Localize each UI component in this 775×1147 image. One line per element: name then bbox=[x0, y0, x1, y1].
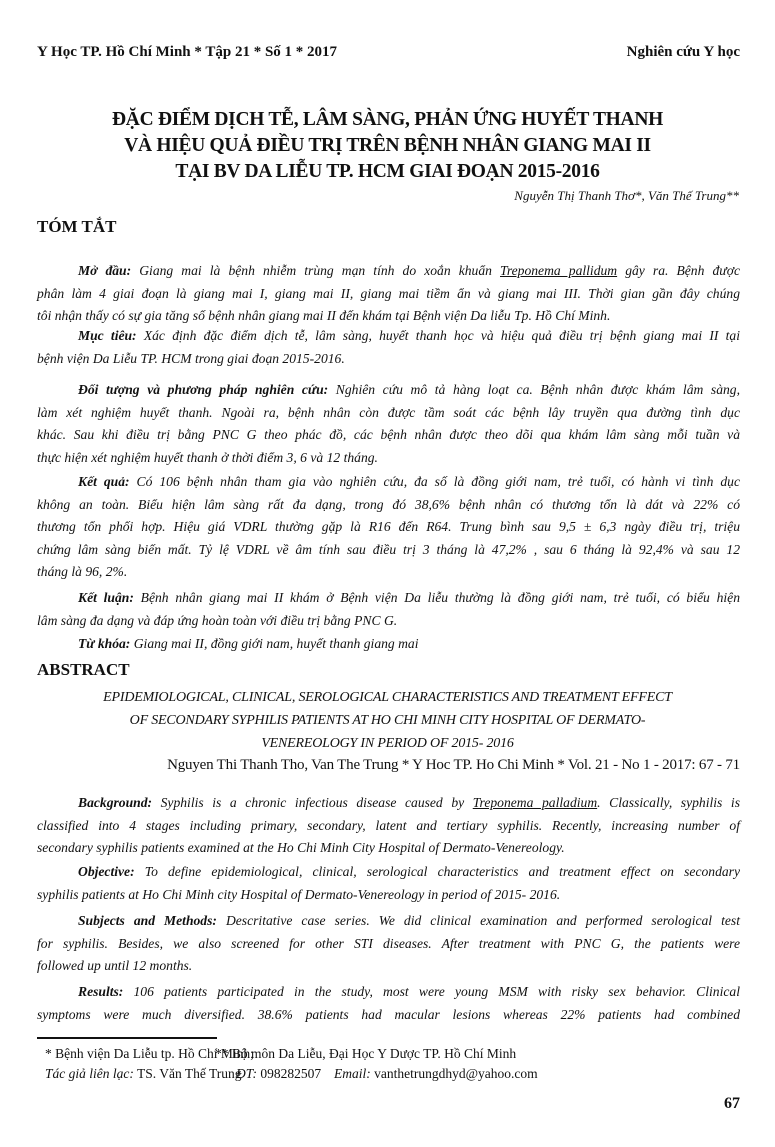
line-text: Có 106 bệnh nhân tham gia vào nghiên cứu, đa số là đồng giới nam, trẻ tuổi, có hành vi tình dục bbox=[129, 474, 740, 489]
line-text: lâm sàng đa dạng và đáp ứng hoàn toàn với điều trị bằng PNC G. bbox=[37, 612, 398, 628]
article-title bbox=[0, 107, 775, 185]
paragraph-label: Mở đầu: bbox=[78, 263, 132, 278]
line-text: Syphilis is a chronic infectious disease caused by bbox=[152, 795, 473, 810]
line-text: Giang mai là bệnh nhiễm trùng mạn tính do xoắn khuẩn bbox=[131, 263, 501, 278]
text-line bbox=[37, 447, 740, 470]
species-name: Treponema pallidum bbox=[500, 263, 618, 278]
line-text: classified into 4 stages including primary, secondary, latent and tertiary syphilis. Recently, increasing number of bbox=[37, 817, 740, 833]
text-line bbox=[37, 981, 740, 1004]
line-text: khác. Sau khi điều trị bằng PNC G theo phác đồ, các bệnh nhân được theo dõi qua khám lâm sàng mỗi tuần và bbox=[37, 427, 740, 442]
footnote-affiliation-2: ** Bộ môn Da Liễu, Đại Học Y Dược TP. Hồ Chí Minh bbox=[215, 1046, 517, 1061]
paragraph bbox=[37, 379, 740, 469]
english-title-line: VENEREOLOGY IN PERIOD OF 2015- 2016 bbox=[261, 736, 514, 751]
tomtat-heading: TÓM TẮT bbox=[37, 217, 117, 236]
text-line bbox=[37, 884, 740, 907]
line-text: không an toàn. Biểu hiện lâm sàng rất đa dạng, trong đó 38,6% bệnh nhân có thương tổn là dát và 22% có bbox=[37, 496, 740, 512]
line-text: . Classically, syphilis is bbox=[597, 795, 741, 810]
paragraph bbox=[37, 587, 740, 632]
footnote-contact bbox=[45, 1066, 242, 1082]
english-title-line: EPIDEMIOLOGICAL, CLINICAL, SEROLOGICAL CHARACTERISTICS AND TREATMENT EFFECT bbox=[103, 690, 672, 705]
line-text: Nghiên cứu mô tả hàng loạt ca. Bệnh nhân được khám lâm sàng, bbox=[328, 382, 741, 397]
footnote-phone bbox=[236, 1066, 321, 1082]
line-text: followed up until 12 months. bbox=[37, 958, 193, 973]
text-line bbox=[37, 424, 740, 447]
paragraph bbox=[37, 981, 740, 1026]
line-text: for syphilis. Besides, we also screened for other STI diseases. After treatment with PNC G, the patients were bbox=[37, 935, 740, 951]
line-text: gây ra. Bệnh được bbox=[617, 263, 740, 278]
paragraph bbox=[37, 471, 740, 584]
paragraph-label: Background: bbox=[78, 795, 153, 810]
text-line bbox=[37, 933, 740, 956]
section-header: Nghiên cứu Y học bbox=[626, 44, 740, 60]
text-line bbox=[37, 792, 740, 815]
text-line bbox=[37, 837, 740, 860]
footnote-email bbox=[334, 1066, 538, 1082]
line-text: 106 patients participated in the study, most were young MSM with risky sex behavior. Clinical bbox=[123, 984, 740, 999]
paragraph-label: Kết luận: bbox=[78, 590, 134, 605]
line-text: symptoms were much diversified. 38.6% patients had macular lesions whereas 22% patients had combined bbox=[37, 1006, 740, 1022]
paragraph-label: Results: bbox=[78, 984, 124, 999]
footnote-rule bbox=[37, 1037, 217, 1039]
text-line bbox=[37, 955, 740, 978]
text-line bbox=[37, 283, 740, 306]
line-text: syphilis patients at Ho Chi Minh city Hospital of Dermato-Venereology in period of 2015- 2016. bbox=[37, 886, 561, 902]
title-line: ĐẶC ĐIỂM DỊCH TỄ, LÂM SÀNG, PHẢN ỨNG HUYẾT THANH bbox=[112, 109, 663, 130]
text-line bbox=[37, 539, 740, 562]
line-text: secondary syphilis patients examined at the Ho Chi Minh City Hospital of Dermato-Venereology. bbox=[37, 840, 565, 855]
line-text: phân làm 4 giai đoạn là giang mai I, giang mai II, giang mai tiềm ẩn và giang mai III. Thời gian gần đây chúng bbox=[37, 285, 740, 301]
citation: Nguyen Thi Thanh Tho, Van The Trung * Y Hoc TP. Ho Chi Minh * Vol. 21 - No 1 - 2017: 67 - 71 bbox=[167, 757, 740, 773]
text-line bbox=[37, 348, 740, 371]
text-line bbox=[37, 516, 740, 539]
paragraph-label: Đối tượng và phương pháp nghiên cứu: bbox=[78, 382, 329, 397]
english-title-line: OF SECONDARY SYPHILIS PATIENTS AT HO CHI MINH CITY HOSPITAL OF DERMATO- bbox=[129, 713, 646, 728]
paragraph bbox=[37, 633, 740, 656]
species-name: Treponema palladium bbox=[472, 795, 598, 810]
contact-name: TS. Văn Thế Trung bbox=[133, 1066, 242, 1081]
text-line bbox=[37, 1004, 740, 1027]
page-number: 67 bbox=[724, 1095, 740, 1112]
english-title bbox=[0, 686, 775, 755]
text-line bbox=[37, 861, 740, 884]
paragraph-label: Kết quả: bbox=[78, 474, 130, 489]
paragraph bbox=[37, 792, 740, 860]
text-line bbox=[37, 561, 740, 584]
text-line bbox=[37, 610, 740, 633]
text-line bbox=[37, 910, 740, 933]
email-address[interactable]: vanthetrungdhyd@yahoo.com bbox=[370, 1066, 538, 1081]
text-line bbox=[37, 587, 740, 610]
title-line: VÀ HIỆU QUẢ ĐIỀU TRỊ TRÊN BỆNH NHÂN GIANG MAI II bbox=[124, 135, 651, 156]
line-text: làm xét nghiệm huyết thanh. Ngoài ra, bệnh nhân còn được tầm soát các bệnh lây truyền qua đường tình dục bbox=[37, 404, 740, 420]
phone-number: 098282507 bbox=[257, 1066, 322, 1081]
line-text: Bệnh nhân giang mai II khám ở Bệnh viện Da liễu thường là đồng giới nam, trẻ tuổi, có biểu hiện bbox=[133, 590, 741, 605]
line-text: tôi nhận thấy có sự gia tăng số bệnh nhân giang mai II đến khám tại Bệnh viện Da liễu Tp. Hồ Chí Minh. bbox=[37, 308, 611, 323]
text-line bbox=[37, 815, 740, 838]
paragraph bbox=[37, 260, 740, 328]
phone-label: ĐT: bbox=[236, 1066, 258, 1081]
paragraph bbox=[37, 325, 740, 370]
footnote-affiliation-1: * Bệnh viện Da Liễu tp. Hồ Chí Minh; bbox=[45, 1046, 254, 1061]
title-line: TẠI BV DA LIỄU TP. HCM GIAI ĐOẠN 2015-2016 bbox=[175, 161, 600, 182]
text-line bbox=[37, 633, 740, 656]
line-text: thương tổn phối hợp. Hiệu giá VDRL thường gặp là R16 đến R64. Trung bình sau 9,5 ± 6,3 ngày điều trị, triệu bbox=[37, 519, 740, 534]
paragraph-label: Mục tiêu: bbox=[78, 328, 137, 343]
line-text: chứng lâm sàng biến mất. Tỷ lệ VDRL về âm tính sau điều trị 3 tháng là 47,2% , sau 6 tháng là 92,4% và sau 12 bbox=[37, 541, 740, 557]
line-text: Giang mai II, đồng giới nam, huyết thanh giang mai bbox=[130, 636, 419, 651]
line-text: To define epidemiological, clinical, serological characteristics and treatment effect on secondary bbox=[134, 864, 740, 879]
text-line bbox=[37, 325, 740, 348]
line-text: bệnh viện Da Liễu TP. HCM trong giai đoạn 2015-2016. bbox=[37, 350, 345, 366]
text-line bbox=[37, 260, 740, 283]
text-line bbox=[37, 402, 740, 425]
paragraph bbox=[37, 861, 740, 906]
line-text: tháng là 96, 2%. bbox=[37, 564, 128, 579]
line-text: thực hiện xét nghiệm huyết thanh ở thời điểm 3, 6 và 12 tháng. bbox=[37, 449, 378, 465]
text-line bbox=[37, 471, 740, 494]
email-label: Email: bbox=[334, 1066, 371, 1081]
paragraph-label: Từ khóa: bbox=[78, 636, 131, 651]
paragraph-label: Objective: bbox=[78, 864, 135, 879]
line-text: Xác định đặc điểm dịch tễ, lâm sàng, huyết thanh học và hiệu quả điều trị bệnh giang mai II tại bbox=[136, 328, 740, 343]
paragraph-label: Subjects and Methods: bbox=[78, 913, 217, 928]
journal-header: Y Học TP. Hồ Chí Minh * Tập 21 * Số 1 * 2017 bbox=[37, 44, 338, 60]
text-line bbox=[37, 494, 740, 517]
abstract-heading: ABSTRACT bbox=[37, 660, 130, 679]
line-text: Descritative case series. We did clinical examination and performed serological test bbox=[216, 913, 740, 928]
contact-label: Tác giả liên lạc: bbox=[45, 1066, 134, 1081]
text-line bbox=[37, 379, 740, 402]
paragraph bbox=[37, 910, 740, 978]
authors: Nguyễn Thị Thanh Thơ*, Văn Thế Trung** bbox=[514, 188, 739, 203]
